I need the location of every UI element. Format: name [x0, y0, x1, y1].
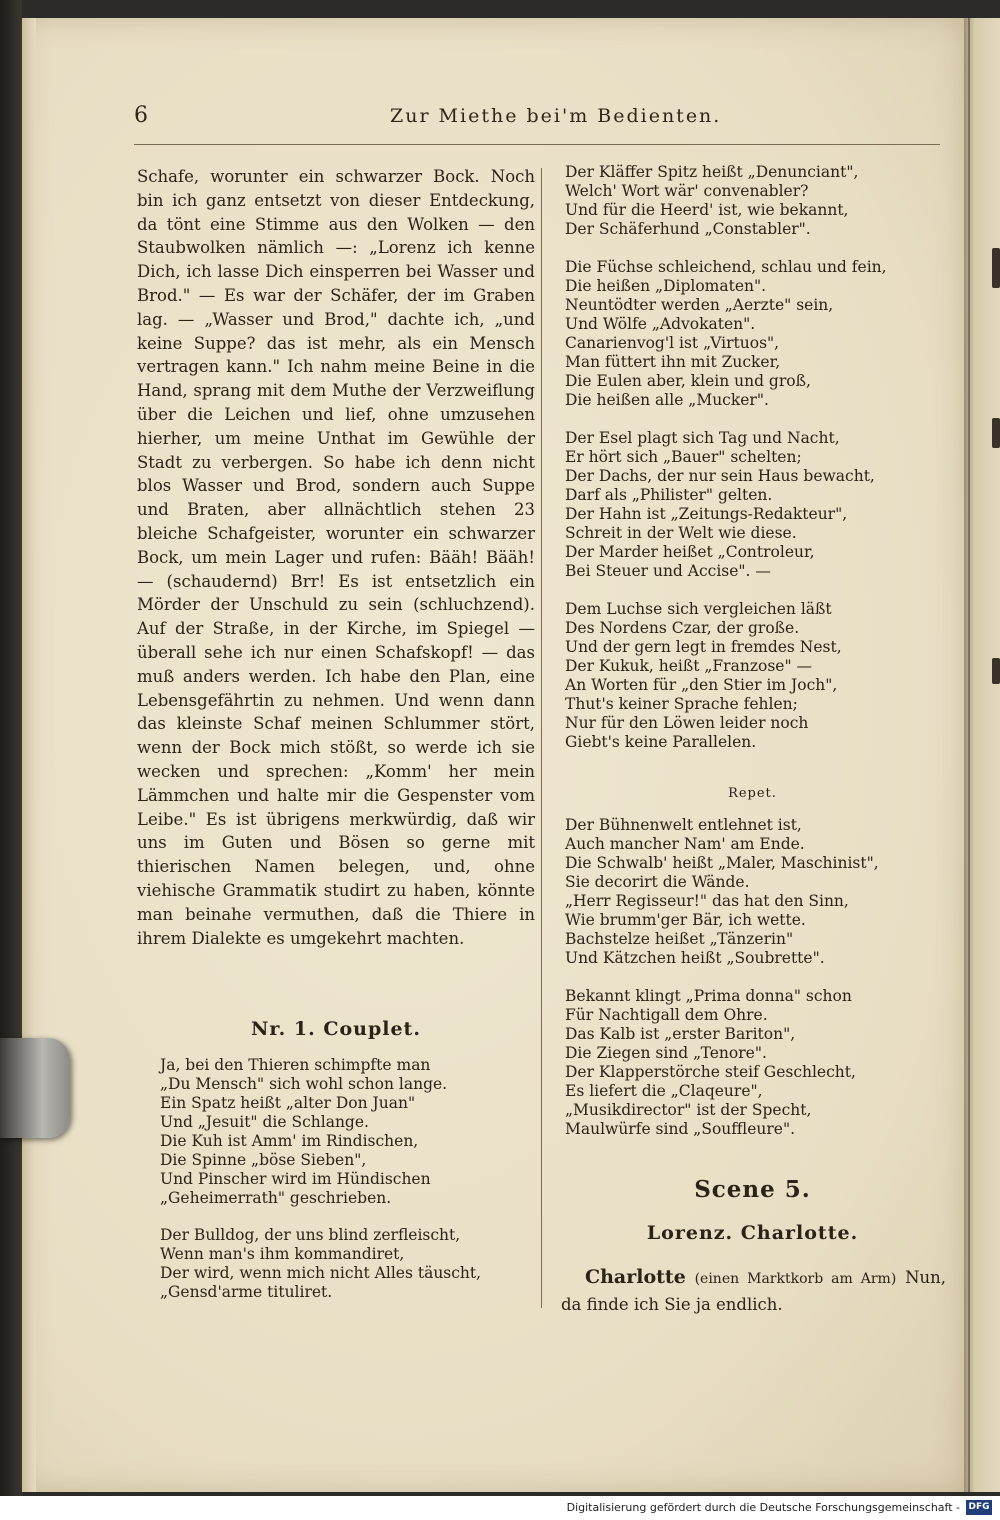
verse-line: Und Wölfe „Advokaten".: [565, 315, 756, 333]
verse-line: „Musikdirector" ist der Specht,: [565, 1101, 812, 1119]
verse-line: Und Pinscher wird im Hündischen: [160, 1170, 431, 1188]
scene-heading: Scene 5.: [694, 1176, 811, 1203]
verse-stanza-5: [565, 816, 879, 968]
verse-line: Der Bühnenwelt entlehnet ist,: [565, 816, 802, 834]
verse-line: Die Füchse schleichend, schlau und fein,: [565, 258, 887, 276]
repet-label: Repet.: [728, 786, 777, 801]
ink-bleed: [992, 658, 1000, 684]
verse-stanza-4: [565, 600, 887, 752]
column-divider: [541, 168, 542, 1308]
verse-line: Wenn man's ihm kommandiret,: [160, 1245, 405, 1263]
verse-line: „Gensd'arme tituliret.: [160, 1283, 333, 1301]
verse-line: Und für die Heerd' ist, wie bekannt,: [565, 201, 849, 219]
verse-line: Das Kalb ist „erster Bariton",: [565, 1025, 796, 1043]
speaker-name: Charlotte: [585, 1266, 686, 1288]
verse-line: Der Marder heißet „Controleur,: [565, 543, 815, 561]
verse-line: „Geheimerrath" geschrieben.: [160, 1189, 392, 1207]
verse-line: Der Kläffer Spitz heißt „Denunciant",: [565, 163, 859, 181]
ink-bleed: [992, 248, 1000, 288]
verse-line: Der Dachs, der nur sein Haus bewacht,: [565, 467, 875, 485]
page-number: 6: [134, 103, 148, 128]
verse-line: Schreit in der Welt wie diese.: [565, 524, 797, 542]
verse-line: Welch' Wort wär' convenabler?: [565, 182, 809, 200]
verse-line: Bekannt klingt „Prima donna" schon: [565, 987, 852, 1005]
verse-line: Ja, bei den Thieren schimpfte man: [160, 1056, 431, 1074]
verse-line: Die heißen „Diplomaten".: [565, 277, 767, 295]
verse-line: Die Eulen aber, klein und groß,: [565, 372, 811, 390]
verse-line: Bei Steuer und Accise". —: [565, 562, 771, 580]
verse-line: Giebt's keine Parallelen.: [565, 733, 757, 751]
prose-paragraph: Schafe, worunter ein schwarzer Bock. Noch bin ich ganz entsetzt von dieser Entdeckung, da tönt eine Stimme aus den Wolken — den Staubwolken nämlich —: „Lorenz ich kenne Dich, ich lasse Dich einsperren bei Wasser und Brod." — Es war der Schäfer, der im Graben lag. — „Wasser und Brod," dachte ich, „und keine Suppe? das ist mehr, als ein Mensch vertragen kann." Ich nahm meine Beine in die Hand, sprang mit dem Muthe der Verzweiflung über die Leichen und lief, ohne umzusehen hierher, um meine Unthat im Gewühle der Stadt zu verbergen. So habe ich denn nicht blos Wasser und Brod, sondern auch Suppe und Braten, aber allnächtlich stehen 23 bleiche Schafgeister, worunter ein schwarzer Bock, um mein Lager und rufen: Bääh! Bääh! — (schaudernd) Brr! Es ist entsetzlich ein Mörder der Unschuld zu sein (schluchzend). Auf der Straße, in der Kirche, im Spiegel — überall sehe ich nur einen Schafskopf! — das muß anders werden. Ich habe den Plan, eine Lebensgefährtin zu nehmen. Und wenn dann das kleinste Schaf meinen Schlummer stört, wenn der Bock mich stößt, so werde ich sie wecken und sprechen: „Komm' her mein Lämmchen und halte mir die Gespenster vom Leibe." Es ist übrigens merkwürdig, daß wir uns im Guten und Bösen so gerne mit thierischen Namen belegen, und, ohne viehische Grammatik studirt zu haben, könnte man beinahe vermuthen, daß die Thiere in ihrem Dialekte es umgekehrt machten.: [137, 167, 535, 948]
verse-stanza-3: [565, 429, 887, 581]
verse-line: Wie brumm'ger Bär, ich wette.: [565, 911, 806, 929]
speech-text: Nun, da finde ich Sie ja endlich.: [561, 1268, 946, 1314]
binding-gutter: [0, 0, 22, 1500]
verse-line: Darf als „Philister" gelten.: [565, 486, 773, 504]
couplet-stanza-1: [160, 1056, 481, 1208]
verse-stanza-6: [565, 987, 879, 1139]
couplet-stanza-2: [160, 1226, 481, 1302]
verse-line: „Du Mensch" sich wohl schon lange.: [160, 1075, 448, 1093]
verse-line: Die heißen alle „Mucker".: [565, 391, 769, 409]
adjacent-page-edge: [964, 18, 1000, 1492]
dfg-logo-icon: DFG: [966, 1500, 992, 1515]
verse-line: Die Ziegen sind „Tenore".: [565, 1044, 767, 1062]
verse-line: Der Bulldog, der uns blind zerfleischt,: [160, 1226, 461, 1244]
verse-line: Der Hahn ist „Zeitungs-Redakteur",: [565, 505, 848, 523]
page-edge: [22, 18, 36, 1492]
verse-line: Des Nordens Czar, der große.: [565, 619, 800, 637]
verse-line: Der Kukuk, heißt „Franzose" —: [565, 657, 813, 675]
verse-stanza-2: [565, 258, 887, 410]
verse-line: Der Klapperstörche steif Geschlecht,: [565, 1063, 856, 1081]
right-column-verse-repet: [565, 816, 879, 1158]
verse-line: Auch mancher Nam' am Ende.: [565, 835, 805, 853]
verse-line: Canarienvog'l ist „Virtuos",: [565, 334, 780, 352]
funding-credit: Digitalisierung gefördert durch die Deutsche Forschungsgemeinschaft -: [566, 1501, 960, 1514]
left-column-prose: [137, 165, 535, 950]
verse-line: Sie decorirt die Wände.: [565, 873, 750, 891]
verse-line: Und Kätzchen heißt „Soubrette".: [565, 949, 825, 967]
right-column-verse: [565, 163, 887, 771]
stage-direction: (einen Marktkorb am Arm): [694, 1271, 897, 1287]
couplet-verse: [160, 1056, 481, 1320]
verse-line: Er hört sich „Bauer" schelten;: [565, 448, 802, 466]
verse-line: „Herr Regisseur!" das hat den Sinn,: [565, 892, 849, 910]
verse-line: Man füttert ihn mit Zucker,: [565, 353, 781, 371]
verse-line: Es liefert die „Claqeure",: [565, 1082, 763, 1100]
header-rule: [134, 144, 940, 145]
metal-clip: [0, 1038, 70, 1138]
page-header: [0, 103, 1000, 133]
verse-line: Und der gern legt in fremdes Nest,: [565, 638, 842, 656]
verse-line: Bachstelze heißet „Tänzerin": [565, 930, 794, 948]
couplet-heading: Nr. 1. Couplet.: [251, 1018, 421, 1040]
verse-line: An Worten für „den Stier im Joch",: [565, 676, 838, 694]
verse-line: Der Schäferhund „Constabler".: [565, 220, 811, 238]
verse-line: Nur für den Löwen leider noch: [565, 714, 809, 732]
verse-line: Dem Luchse sich vergleichen läßt: [565, 600, 832, 618]
verse-line: Für Nachtigall dem Ohre.: [565, 1006, 768, 1024]
verse-line: Der Esel plagt sich Tag und Nacht,: [565, 429, 840, 447]
verse-line: Die Kuh ist Amm' im Rindischen,: [160, 1132, 419, 1150]
verse-line: Ein Spatz heißt „alter Don Juan": [160, 1094, 416, 1112]
verse-line: Und „Jesuit" die Schlange.: [160, 1113, 369, 1131]
verse-line: Die Spinne „böse Sieben",: [160, 1151, 367, 1169]
verse-line: Die Schwalb' heißt „Maler, Maschinist",: [565, 854, 879, 872]
page-fold-line: [968, 18, 970, 1492]
footer-bar: [0, 1496, 1000, 1520]
verse-line: Der wird, wenn mich nicht Alles täuscht,: [160, 1264, 482, 1282]
verse-line: Thut's keiner Sprache fehlen;: [565, 695, 798, 713]
ink-bleed: [992, 418, 1000, 448]
verse-line: Maulwürfe sind „Souffleure".: [565, 1120, 796, 1138]
scene-characters: Lorenz. Charlotte.: [646, 1222, 859, 1244]
dialogue: [561, 1265, 946, 1317]
running-title: Zur Miethe bei'm Bedienten.: [390, 105, 722, 127]
verse-stanza-1: [565, 163, 887, 239]
verse-line: Neuntödter werden „Aerzte" sein,: [565, 296, 834, 314]
